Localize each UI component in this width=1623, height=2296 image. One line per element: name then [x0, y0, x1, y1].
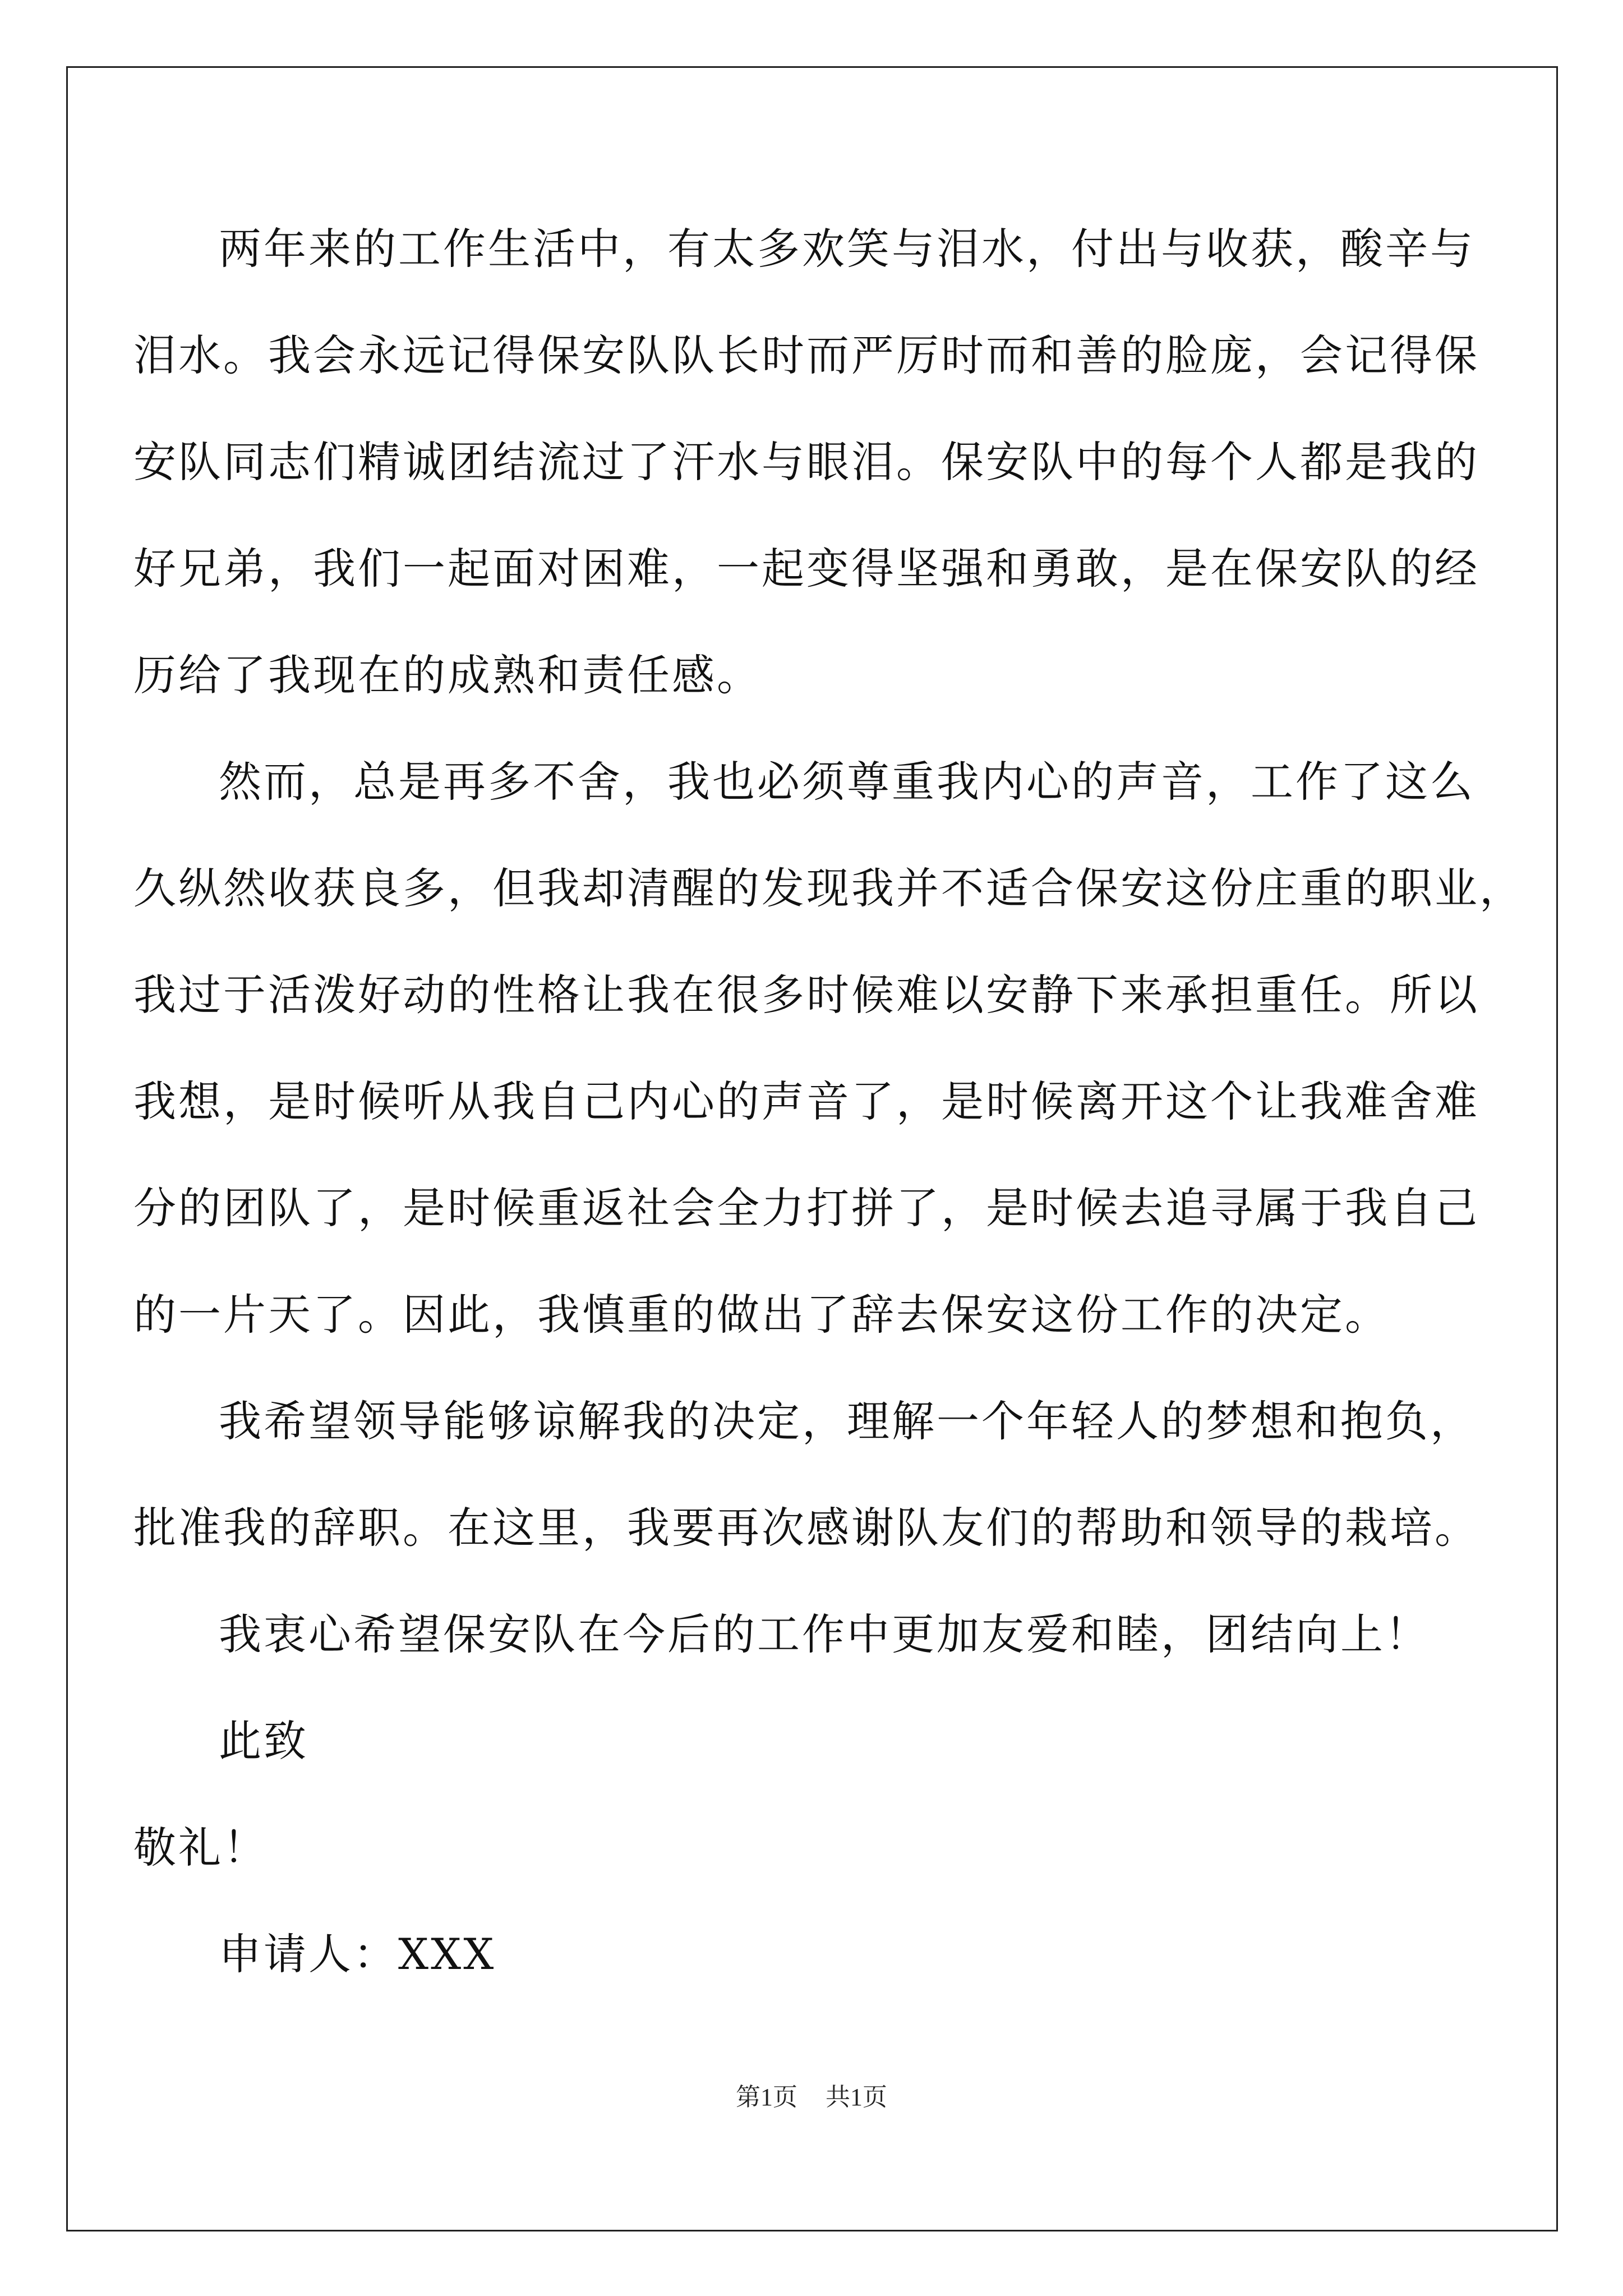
page-footer [0, 2078, 1623, 2117]
text-line: 然而，总是再多不舍，我也必须尊重我内心的声音，工作了这么 [219, 757, 1475, 807]
text-line: 安队同志们精诚团结流过了汗水与眼泪。保安队中的每个人都是我的 [133, 437, 1479, 487]
text-line: 历给了我现在的成熟和责任感。 [133, 650, 762, 700]
page-number: 第1页 [736, 2083, 797, 2111]
text-line: 我希望领导能够谅解我的决定，理解一个年轻人的梦想和抱负， [219, 1396, 1475, 1446]
signature: 申请人：XXX [219, 1929, 496, 1979]
closing: 此致 [219, 1716, 308, 1766]
text-line: 两年来的工作生活中，有太多欢笑与泪水，付出与收获，酸辛与 [219, 224, 1475, 274]
salute: 敬礼！ [133, 1823, 268, 1872]
text-line: 批准我的辞职。在这里，我要再次感谢队友们的帮助和领导的栽培。 [133, 1503, 1479, 1553]
text-line: 久纵然收获良多，但我却清醒的发现我并不适合保安这份庄重的职业， [133, 863, 1524, 913]
text-line: 好兄弟，我们一起面对困难，一起变得坚强和勇敢，是在保安队的经 [133, 544, 1479, 593]
page-total: 共1页 [826, 2083, 887, 2111]
text-line: 的一片天了。因此，我慎重的做出了辞去保安这份工作的决定。 [133, 1290, 1390, 1340]
text-line: 我想，是时候听从我自己内心的声音了，是时候离开这个让我难舍难 [133, 1076, 1479, 1126]
text-line: 我过于活泼好动的性格让我在很多时候难以安静下来承担重任。所以 [133, 970, 1479, 1020]
text-line: 泪水。我会永远记得保安队队长时而严厉时而和善的脸庞，会记得保 [133, 330, 1479, 380]
page-border [66, 66, 1558, 2231]
text-line: 我衷心希望保安队在今后的工作中更加友爱和睦，团结向上！ [219, 1609, 1430, 1659]
text-line: 分的团队了，是时候重返社会全力打拼了，是时候去追寻属于我自己 [133, 1183, 1479, 1233]
